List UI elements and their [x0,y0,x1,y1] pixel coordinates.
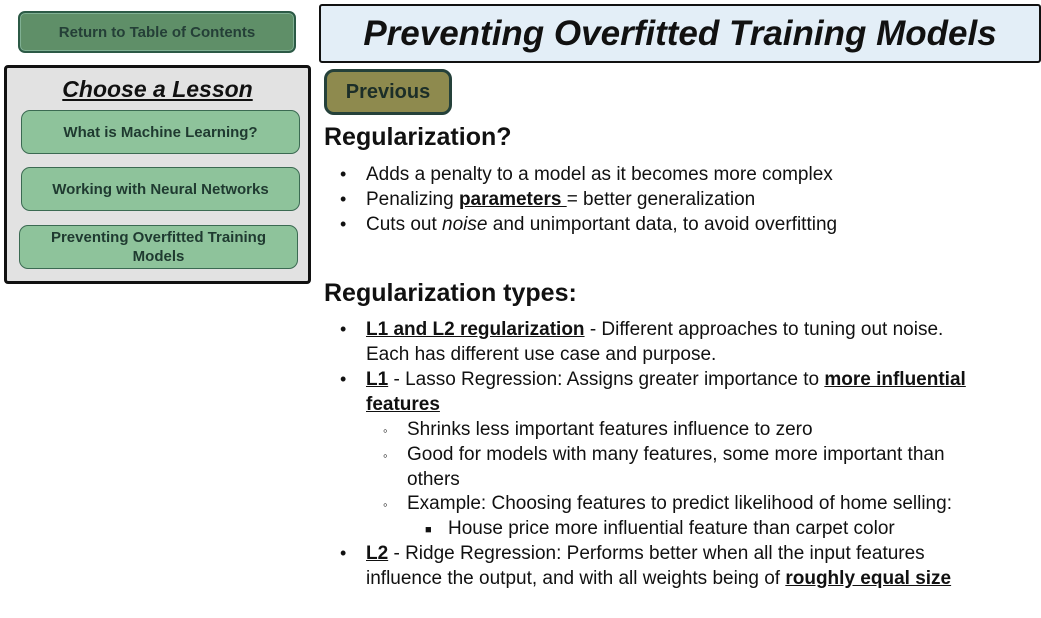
emphasis-l1-l2: L1 and L2 regularization [366,319,585,340]
text: Penalizing [366,189,459,210]
bullet-l2-continued [366,566,951,591]
emphasis-parameters: parameters [458,189,567,210]
lesson-button-neural-networks[interactable]: Working with Neural Networks [21,167,300,211]
section-heading-regularization-types: Regularization types: [324,279,577,307]
bullet-disc: • [340,543,347,563]
emphasis-roughly-equal-size: roughly equal size [785,568,952,589]
text: - Different approaches to tuning out noise. [584,319,944,340]
bullet-noise [366,212,837,237]
text: - Lasso Regression: Assigns greater importance to [388,369,825,390]
emphasis-l2: L2 [366,543,389,564]
page-title: Preventing Overfitted Training Models [363,13,997,53]
text: and unimportant data, to avoid overfitting [487,214,838,235]
bullet-l1-continued [366,392,440,417]
sub-bullet-example: Example: Choosing features to predict likelihood of home selling: [407,493,952,514]
bullet-disc: • [340,319,347,339]
text: = better generalization [566,189,756,210]
previous-button[interactable]: Previous [324,69,452,115]
bullet-l2 [366,541,925,566]
emphasis-more-influential: more influential [824,369,966,390]
sub-bullet-good-for: Good for models with many features, some more important than [407,444,945,465]
bullet-parameters [366,187,755,212]
lesson-button-overfitting[interactable]: Preventing Overfitted Training Models [19,225,298,269]
text: Cuts out [366,214,443,235]
lesson-button-machine-learning[interactable]: What is Machine Learning? [21,110,300,154]
emphasis-noise: noise [442,214,488,235]
text: influence the output, and with all weights being of [366,568,786,589]
sub-bullet-good-for-continued: others [407,469,460,490]
emphasis-features: features [366,394,440,415]
emphasis-l1: L1 [366,369,389,390]
bullet-circle: ◦ [383,497,388,512]
text: - Ridge Regression: Performs better when all the input features [388,543,925,564]
lesson-panel [4,65,311,284]
bullet-circle: ◦ [383,448,388,463]
bullet-circle: ◦ [383,423,388,438]
bullet-disc: • [340,164,347,184]
lesson-panel-title: Choose a Lesson [62,76,253,102]
bullet-l1-l2-continued: Each has different use case and purpose. [366,344,717,365]
bullet-disc: • [340,369,347,389]
section-heading-regularization: Regularization? [324,123,512,151]
bullet-disc: • [340,214,347,234]
sub-sub-bullet-house-price: House price more influential feature than carpet color [448,518,895,539]
return-to-toc-button[interactable]: Return to Table of Contents [18,11,296,53]
bullet-disc: • [340,189,347,209]
bullet-l1-l2 [366,317,943,342]
page-title-box [319,4,1041,63]
sub-bullet-shrinks: Shrinks less important features influence to zero [407,419,813,440]
bullet-l1 [366,367,966,392]
bullet-square: ■ [425,524,432,536]
bullet-penalty: Adds a penalty to a model as it becomes more complex [366,164,833,185]
